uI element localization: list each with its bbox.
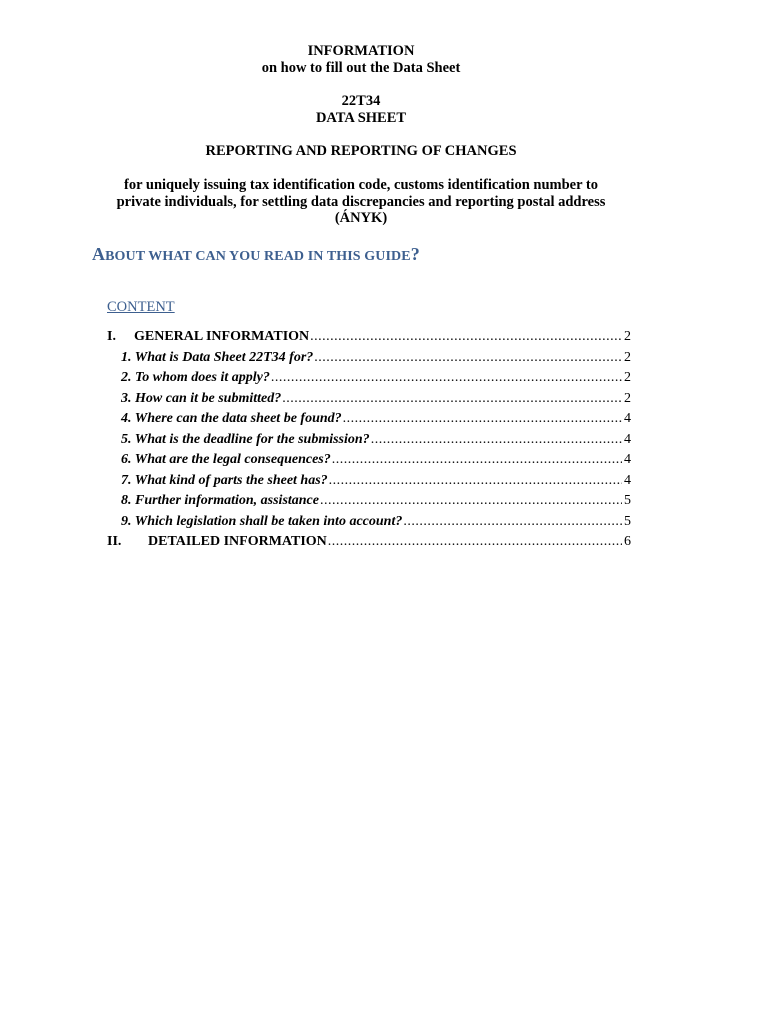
toc-leader-dots (329, 471, 622, 492)
toc-entry[interactable] (107, 491, 631, 512)
toc-entry[interactable] (107, 348, 631, 369)
content-link[interactable]: CONTENT (107, 299, 175, 315)
toc-leader-dots (310, 327, 622, 348)
toc-leader-dots (371, 430, 622, 451)
description (0, 177, 722, 227)
toc-entry[interactable] (107, 430, 631, 451)
table-of-contents (107, 327, 631, 553)
toc-page-number: 2 (624, 349, 631, 365)
toc-entry-number: I. (107, 329, 116, 344)
toc-entry-number: II. (107, 534, 122, 549)
toc-page-number: 2 (624, 390, 631, 406)
guide-heading-initial: A (92, 244, 106, 264)
toc-leader-dots (320, 491, 622, 512)
toc-page-number: 5 (624, 493, 631, 508)
toc-entry-label: 3. How can it be submitted? (121, 390, 282, 406)
toc-entry[interactable] (107, 512, 631, 533)
toc-entry-general-information[interactable] (107, 327, 631, 348)
toc-entry-detailed-information[interactable] (107, 532, 631, 553)
toc-entry[interactable] (107, 389, 631, 410)
toc-entry[interactable] (107, 450, 631, 471)
datasheet-title: DATA SHEET (315, 110, 407, 126)
toc-entry-label: GENERAL INFORMATION (134, 329, 310, 344)
guide-heading-text: BOUT WHAT CAN YOU READ IN THIS GUIDE (105, 249, 411, 264)
toc-entry-label: 2. To whom does it apply? (121, 370, 270, 385)
toc-page-number: 4 (624, 472, 631, 488)
toc-page-number: 6 (624, 534, 631, 549)
toc-entry-label: 6. What are the legal consequences? (121, 452, 331, 467)
toc-entry-label: 7. What kind of parts the sheet has? (121, 472, 328, 488)
toc-page-number: 2 (624, 370, 631, 385)
guide-heading-end: ? (410, 244, 420, 264)
description-line-1: for uniquely issuing tax identification code, customs identification number to (124, 177, 598, 193)
description-line-3: (ÁNYK) (334, 210, 388, 226)
toc-entry-label: 1. What is Data Sheet 22T34 for? (121, 349, 314, 365)
toc-page-number: 5 (624, 513, 631, 529)
toc-leader-dots (282, 389, 622, 410)
toc-entry-label: 8. Further information, assistance (121, 493, 319, 508)
toc-leader-dots (343, 409, 622, 430)
toc-entry[interactable] (107, 409, 631, 430)
toc-entry-label: 5. What is the deadline for the submission? (121, 431, 370, 447)
toc-page-number: 2 (624, 329, 631, 344)
toc-leader-dots (403, 512, 622, 533)
toc-page-number: 4 (624, 411, 631, 426)
doc-subtitle: on how to fill out the Data Sheet (261, 60, 461, 76)
toc-page-number: 4 (624, 431, 631, 447)
toc-leader-dots (314, 348, 622, 369)
datasheet-code: 22T34 (341, 93, 381, 109)
guide-heading (92, 244, 420, 265)
toc-entry-label: 9. Which legislation shall be taken into account? (121, 513, 403, 529)
toc-entry-label: 4. Where can the data sheet be found? (121, 411, 342, 426)
toc-entry[interactable] (107, 471, 631, 492)
toc-leader-dots (332, 450, 622, 471)
description-line-2: private individuals, for settling data discrepancies and reporting postal address (116, 193, 606, 210)
doc-title: INFORMATION (307, 43, 415, 59)
toc-page-number: 4 (624, 452, 631, 467)
toc-entry[interactable] (107, 368, 631, 389)
toc-leader-dots (328, 532, 622, 553)
reporting-title: REPORTING AND REPORTING OF CHANGES (205, 143, 517, 159)
toc-entry-label: DETAILED INFORMATION (148, 534, 327, 549)
toc-leader-dots (271, 368, 622, 389)
